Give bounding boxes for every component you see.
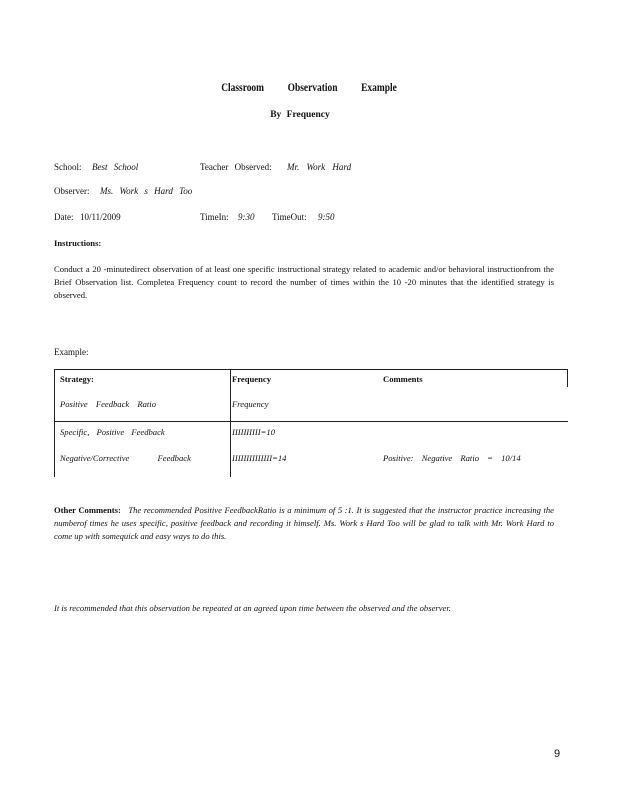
cell-strategy-negative: Negative/Corrective Feedback bbox=[60, 453, 191, 463]
header-comments: Comments bbox=[383, 374, 423, 384]
timeout-label: TimeOut: bbox=[272, 212, 307, 222]
timein-label: TimeIn: bbox=[200, 212, 229, 222]
header-strategy: Strategy: bbox=[60, 374, 94, 384]
teacher-value: Mr. Work Hard bbox=[287, 162, 352, 172]
table-column-divider bbox=[230, 370, 231, 477]
table-row-divider bbox=[55, 421, 568, 422]
page-title: Classroom Observation Example bbox=[221, 82, 397, 94]
other-comments-label: Other Comments: bbox=[54, 505, 121, 515]
observer-value: Ms. Work s Hard Too bbox=[100, 186, 193, 196]
observer-label: Observer: bbox=[54, 186, 90, 196]
other-comments-text: The recommended Positive FeedbackRatio is a minimum of 5 :1. It is suggested that the instructor practice increasing the numberof times he uses specific, positive feedback and recording it himself. Ms. Work s Hard Too will be glad to talk with Mr. Work Hard to come up with somequick and easy ways to do this. bbox=[54, 505, 554, 541]
other-comments bbox=[54, 504, 554, 543]
header-frequency: Frequency bbox=[232, 374, 271, 384]
timeout-value: 9:50 bbox=[318, 212, 335, 222]
cell-frequency-label: Frequency bbox=[232, 399, 269, 409]
instructions-heading: Instructions: bbox=[54, 238, 102, 248]
school-value: Best School bbox=[92, 162, 139, 172]
instructions-text: Conduct a 20 -minutedirect observation of at least one specific instructional strategy related to academic and/or behavioral instructionfrom the Brief Observation list. Completea Frequency count to record the number of times within the 10 -20 minutes that the identified strategy is observed. bbox=[54, 264, 554, 300]
date-value: 10/11/2009 bbox=[80, 212, 121, 222]
recommendation-text: It is recommended that this observation be repeated at an agreed upon time between the observed and the observer. bbox=[54, 603, 451, 613]
date-label: Date: bbox=[54, 212, 74, 222]
cell-frequency-positive: IIIIIIIIII=10 bbox=[232, 427, 276, 437]
cell-strategy-positive: Specific, Positive Feedback bbox=[60, 427, 165, 437]
school-label: School: bbox=[54, 162, 82, 172]
page-number: 9 bbox=[554, 748, 561, 760]
timein-value: 9:30 bbox=[238, 212, 255, 222]
cell-comments-ratio: Positive: Negative Ratio = 10/14 bbox=[383, 453, 521, 463]
example-label: Example: bbox=[54, 347, 89, 357]
example-table bbox=[54, 369, 568, 477]
cell-frequency-negative: IIIIIIIIIIIIII=14 bbox=[232, 453, 287, 463]
table-right-border bbox=[567, 370, 568, 387]
cell-strategy-ratio: Positive Feedback Ratio bbox=[60, 399, 156, 409]
page-subtitle: By Frequency bbox=[270, 110, 330, 120]
teacher-label: Teacher Observed: bbox=[200, 162, 272, 172]
